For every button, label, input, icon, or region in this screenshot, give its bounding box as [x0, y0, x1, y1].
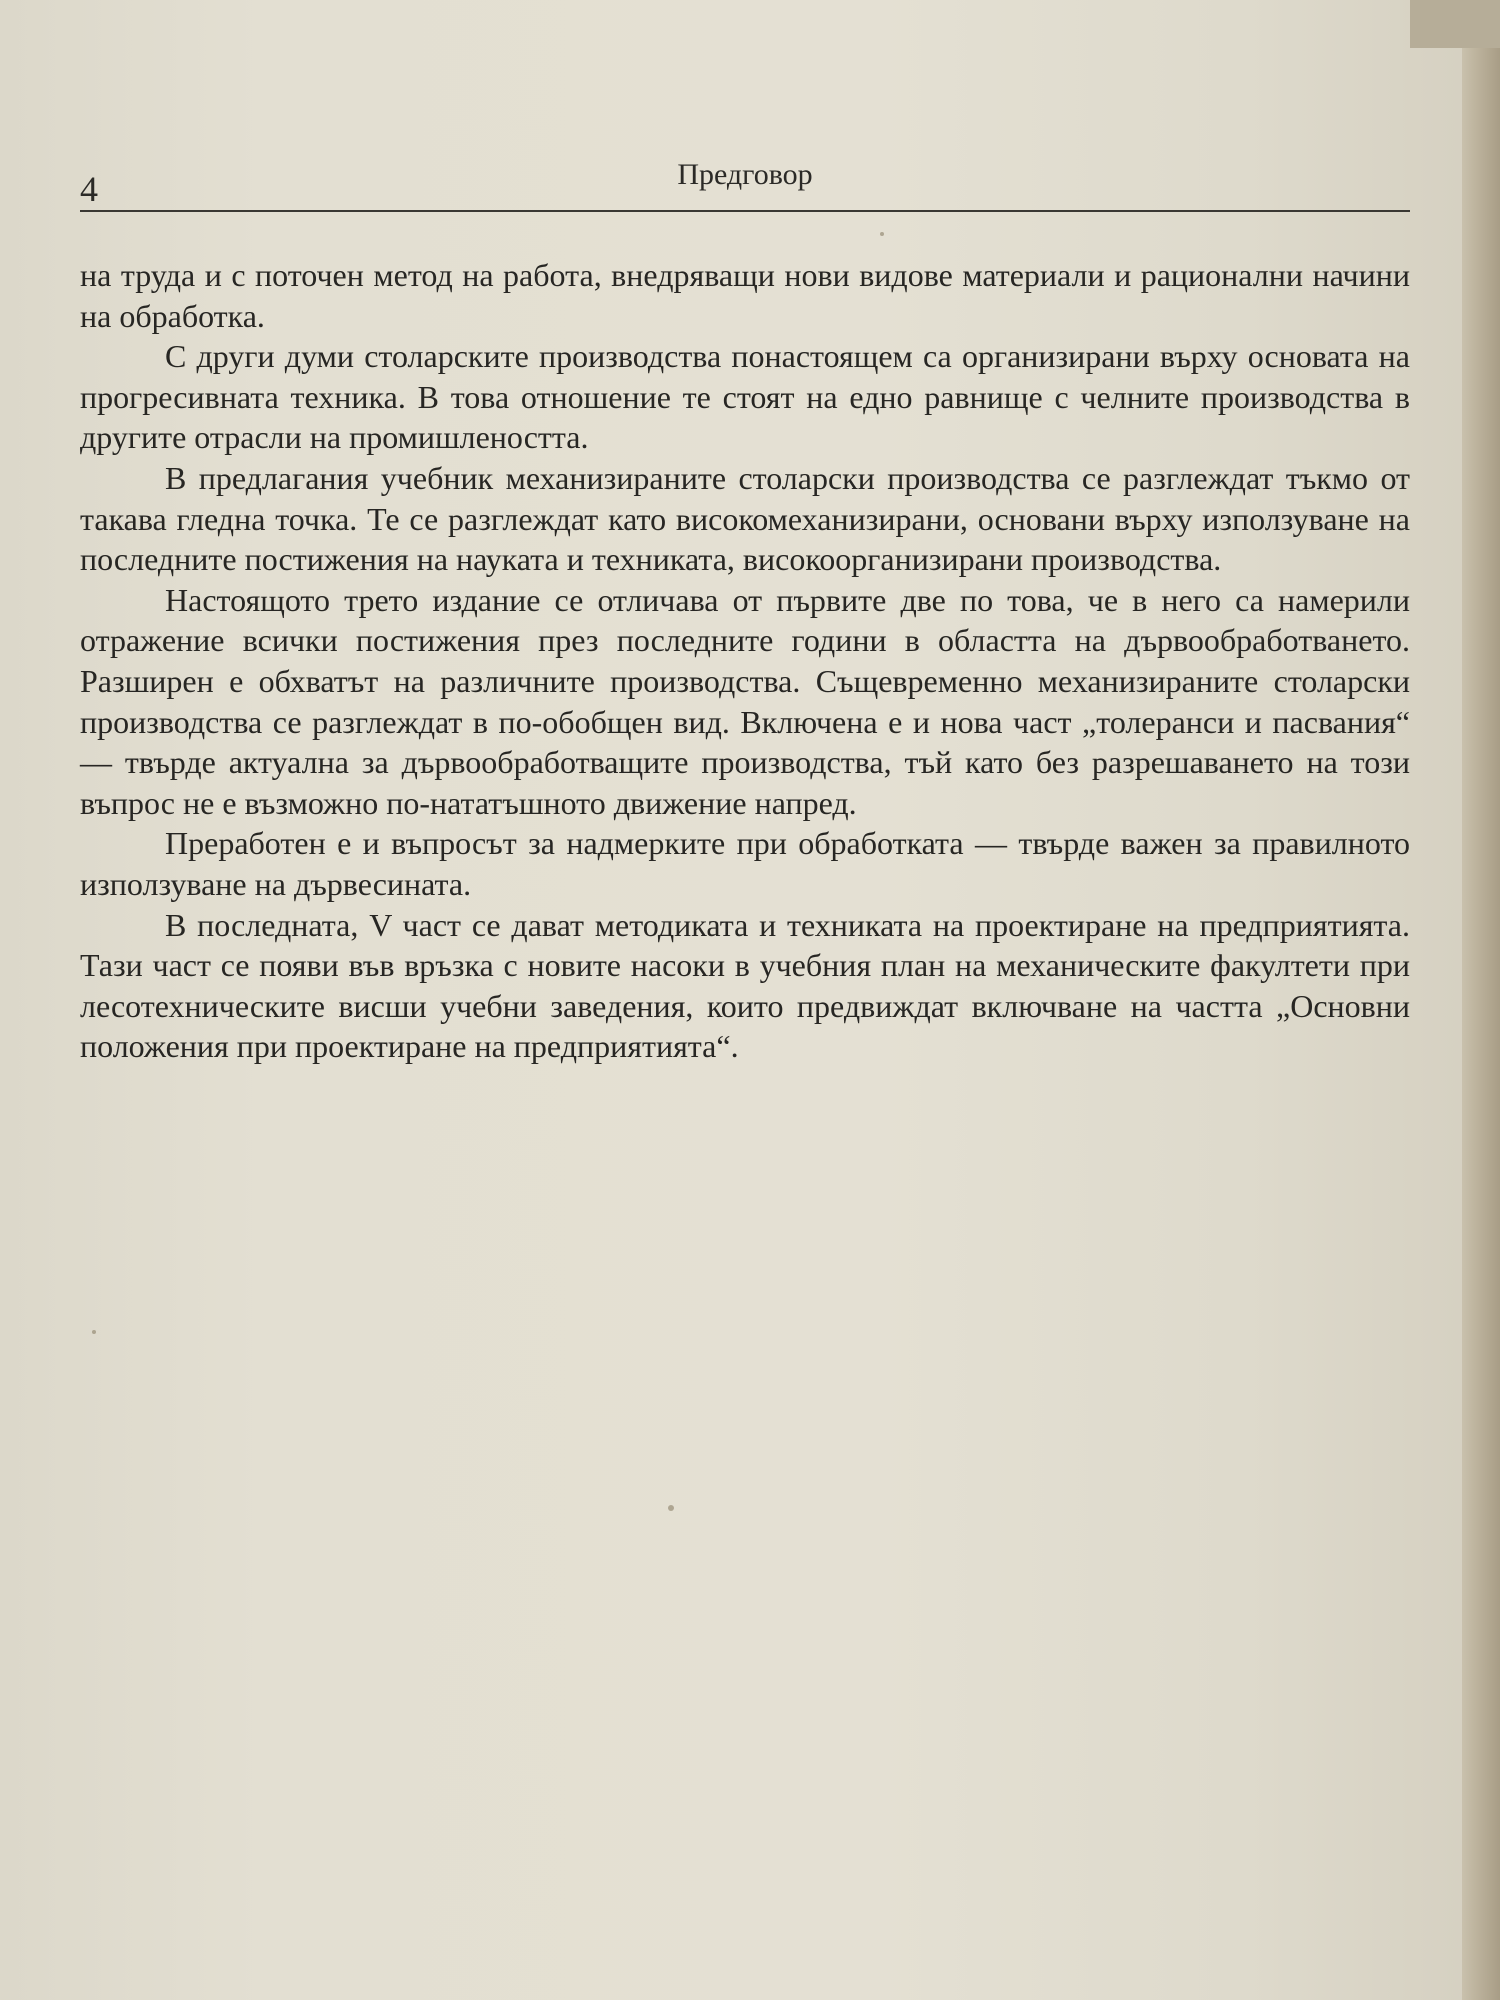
paragraph: В последната, V част се дават методиката и техниката на проектиране на предприятията. Тази част се появи във връзка с новите насоки в учебния план на механическите факултети при лесотехническите висши учебни заведения, които предвиждат включване на частта „Основни положения при проектиране на предприятията“. — [80, 906, 1410, 1065]
paragraph-continuation: на труда и с поточен метод на работа, внедряващи нови видове материали и рационални начини на обработка. — [80, 257, 1410, 334]
page-edge-corner — [1410, 0, 1500, 48]
page-number: 4 — [80, 169, 98, 209]
paper-speck — [668, 1505, 674, 1511]
paragraph: Преработен е и въпросът за надмерките при обработката — твърде важен за правилното използуване на дървесината. — [80, 825, 1410, 902]
body-text — [80, 255, 1410, 1067]
paper-speck — [92, 1330, 96, 1334]
paragraph: Настоящото трето издание се отличава от първите две по това, че в него са намерили отражение всички постижения през последните години в областта на дървообработването. Разширен е обхватът на различните производства. Същевременно механизираните столарски производства се разглеждат в по-обобщен вид. Включена е и нова част „толеранси и пасвания“ — твърде актуална за дървообработващите производства, тъй като без разрешаването на този въпрос не е възможно по-нататъшното движение напред. — [80, 581, 1410, 821]
paragraph: С други думи столарските производства понастоящем са организирани върху основата на прогресивната техника. В това отношение те стоят на едно равнище с челните производства в другите отрасли на промишлеността. — [80, 338, 1410, 456]
paragraph: В предлагания учебник механизираните столарски производства се разглеждат тъкмо от такава гледна точка. Те се разглеждат като високомеханизирани, основани върху използуване на последните постижения на науката и техниката, високоорганизирани производства. — [80, 459, 1410, 578]
running-head — [80, 150, 1410, 212]
running-head-title: Предговор — [677, 158, 813, 191]
paper-speck — [880, 232, 884, 236]
page-edge — [1462, 0, 1500, 2000]
